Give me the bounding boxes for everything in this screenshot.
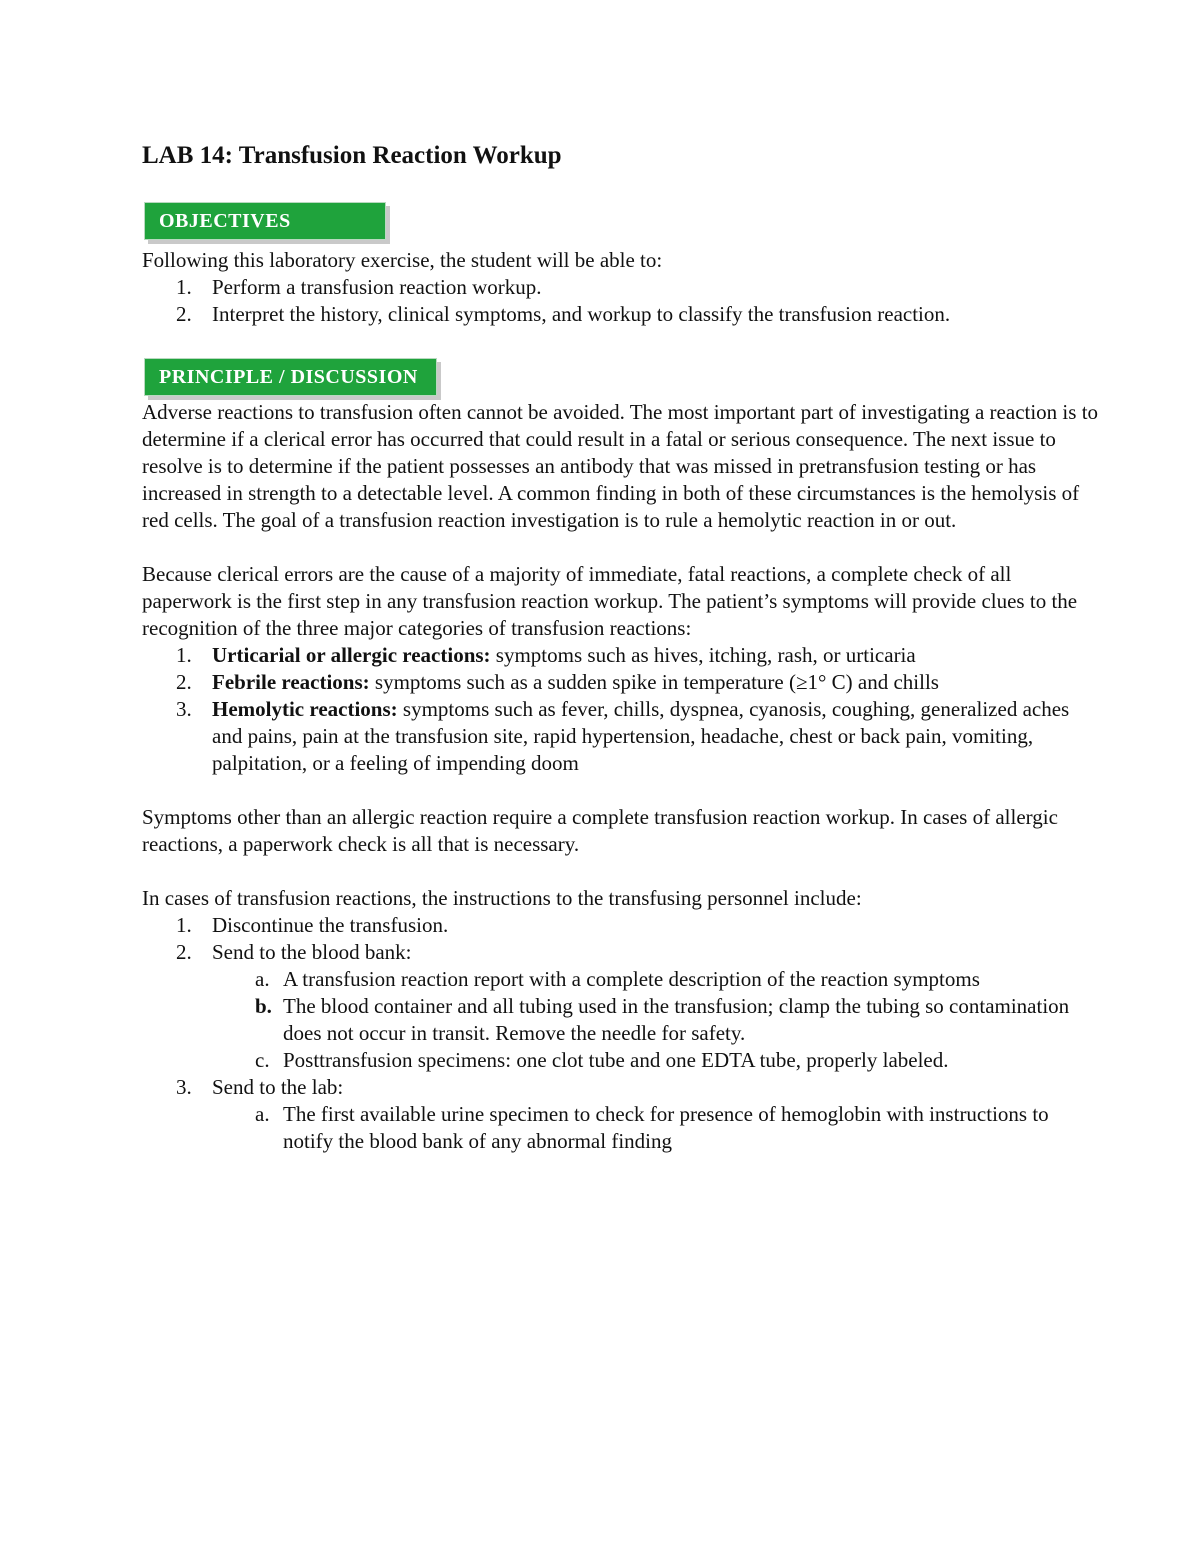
category-text: symptoms such as a sudden spike in temperature (≥1° C) and chills	[369, 670, 939, 694]
list-item	[142, 642, 1102, 669]
list-item	[142, 1074, 1102, 1155]
list-item	[142, 696, 1102, 777]
list-marker: 2.	[176, 940, 192, 964]
sub-list-item-text: A transfusion reaction report with a complete description of the reaction symptoms	[283, 967, 980, 991]
list-item-text: Interpret the history, clinical symptoms, and workup to classify the transfusion reaction.	[212, 302, 951, 326]
list-marker: 1.	[176, 275, 192, 299]
list-item	[142, 912, 1102, 939]
sub-list-item-text: The first available urine specimen to check for presence of hemoglobin with instructions to notify the blood bank of any abnormal finding	[283, 1102, 1049, 1153]
principle-header	[142, 358, 1102, 396]
list-item-text: Perform a transfusion reaction workup.	[212, 275, 542, 299]
sub-list-item	[212, 993, 1102, 1047]
sub-list	[212, 966, 1102, 1074]
category-text: symptoms such as fever, chills, dyspnea, cyanosis, coughing, generalized aches and pains, pain at the transfusion site, rapid hypertension, headache, chest or back pain, vomiting, palpitation, or a feeling of impending doom	[212, 697, 1070, 775]
principle-paragraph-1: Adverse reactions to transfusion often cannot be avoided. The most important part of investigating a reaction is to determine if a clerical error has occurred that could result in a fatal or serious consequence. The next issue to resolve is to determine if the patient possesses an antibody that was missed in pretransfusion testing or has increased in strength to a detectable level. A common finding in both of these circumstances is the hemolysis of red cells. The goal of a transfusion reaction investigation is to rule a hemolytic reaction in or out.	[142, 400, 1099, 532]
category-term: Hemolytic reactions:	[212, 697, 398, 721]
sub-list-item-text: The blood container and all tubing used in the transfusion; clamp the tubing so contamination does not occur in transit. Remove the needle for safety.	[283, 994, 1070, 1045]
principle-badge: PRINCIPLE / DISCUSSION	[144, 358, 437, 396]
principle-paragraph-4: In cases of transfusion reactions, the instructions to the transfusing personnel include:	[142, 886, 862, 910]
list-item	[142, 274, 1102, 301]
sub-list-marker: c.	[255, 1048, 270, 1072]
list-marker: 2.	[176, 670, 192, 694]
sub-list	[212, 1101, 1102, 1155]
sub-list-marker: b.	[255, 994, 272, 1018]
page-title: LAB 14: Transfusion Reaction Workup	[142, 142, 562, 169]
instructions-list	[142, 912, 1102, 1155]
sub-list-item	[212, 1047, 1102, 1074]
principle-paragraph-2: Because clerical errors are the cause of a majority of immediate, fatal reactions, a complete check of all paperwork is the first step in any transfusion reaction workup. The patient’s symptoms will provide clues to the recognition of the three major categories of transfusion reactions:	[142, 562, 1078, 640]
sub-list-marker: a.	[255, 967, 270, 991]
category-text: symptoms such as hives, itching, rash, or urticaria	[490, 643, 916, 667]
document-page	[142, 140, 1102, 1155]
sub-list-item-text: Posttransfusion specimens: one clot tube and one EDTA tube, properly labeled.	[283, 1048, 949, 1072]
objectives-badge: OBJECTIVES	[144, 202, 386, 240]
list-marker: 1.	[176, 913, 192, 937]
list-item	[142, 301, 1102, 328]
objectives-list	[142, 274, 1102, 328]
objectives-header	[142, 202, 1102, 240]
list-item-text: Send to the lab:	[212, 1075, 344, 1099]
category-term: Febrile reactions:	[212, 670, 370, 694]
sub-list-item	[212, 966, 1102, 993]
list-item	[142, 669, 1102, 696]
category-term: Urticarial or allergic reactions:	[212, 643, 491, 667]
list-marker: 3.	[176, 697, 192, 721]
sub-list-item	[212, 1101, 1102, 1155]
sub-list-marker: a.	[255, 1102, 270, 1126]
list-marker: 1.	[176, 643, 192, 667]
list-item-text: Send to the blood bank:	[212, 940, 412, 964]
objectives-intro: Following this laboratory exercise, the student will be able to:	[142, 248, 663, 272]
list-item-text: Discontinue the transfusion.	[212, 913, 449, 937]
list-item	[142, 939, 1102, 1074]
principle-paragraph-3: Symptoms other than an allergic reaction require a complete transfusion reaction workup. In cases of allergic reactions, a paperwork check is all that is necessary.	[142, 805, 1058, 856]
reaction-categories-list	[142, 642, 1102, 777]
list-marker: 2.	[176, 302, 192, 326]
list-marker: 3.	[176, 1075, 192, 1099]
